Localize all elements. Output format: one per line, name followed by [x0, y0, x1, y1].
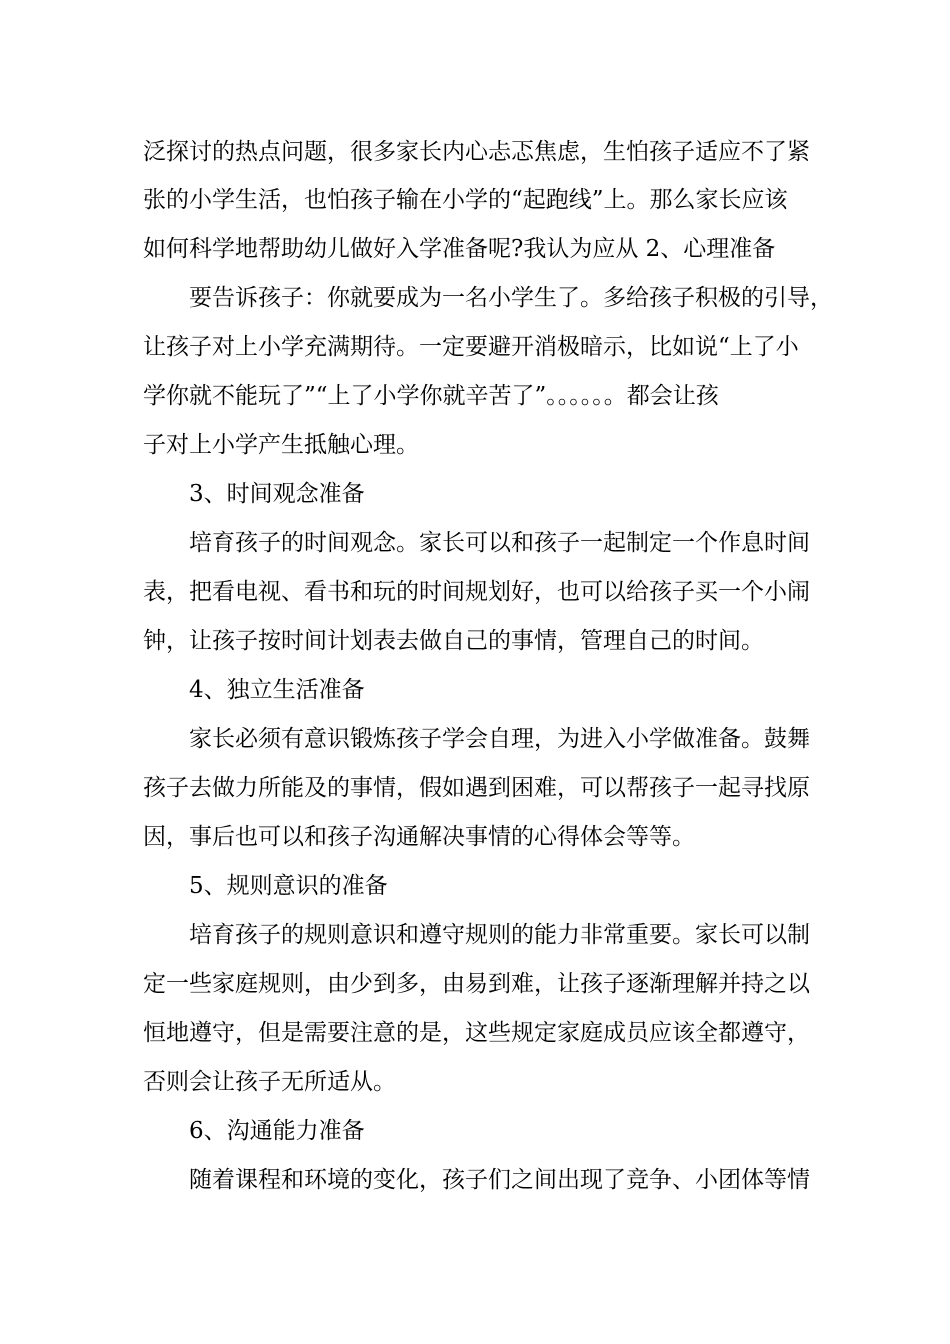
text-line: 定一些家庭规则，由少到多，由易到难，让孩子逐渐理解并持之以	[143, 971, 810, 997]
section-heading: 4、独立生活准备	[189, 677, 365, 703]
text-line: 子对上小学产生抵触心理。	[143, 432, 419, 458]
text-line: 让孩子对上小学充满期待。一定要避开消极暗示，比如说“上了小	[143, 334, 799, 360]
text-line: 恒地遵守，但是需要注意的是，这些规定家庭成员应该全都遵守，	[143, 1020, 810, 1046]
text-line: 孩子去做力所能及的事情，假如遇到困难，可以帮孩子一起寻找原	[143, 775, 810, 801]
paragraph-first-line: 要告诉孩子：你就要成为一名小学生了。多给孩子积极的引导，	[189, 285, 833, 311]
text-line: 如何科学地帮助幼儿做好入学准备呢?我认为应从 2、心理准备	[143, 236, 776, 262]
paragraph-first-line: 培育孩子的时间观念。家长可以和孩子一起制定一个作息时间	[189, 530, 810, 556]
section-heading: 3、时间观念准备	[189, 481, 365, 507]
text-line: 否则会让孩子无所适从。	[143, 1069, 396, 1095]
text-line: 因，事后也可以和孩子沟通解决事情的心得体会等等。	[143, 824, 695, 850]
text-line: 泛探讨的热点问题，很多家长内心忐忑焦虑，生怕孩子适应不了紧	[143, 139, 810, 165]
text-line: 钟，让孩子按时间计划表去做自己的事情，管理自己的时间。	[143, 628, 764, 654]
paragraph-first-line: 随着课程和环境的变化，孩子们之间出现了竞争、小团体等情	[189, 1167, 810, 1193]
paragraph-first-line: 培育孩子的规则意识和遵守规则的能力非常重要。家长可以制	[189, 922, 810, 948]
section-heading: 6、沟通能力准备	[189, 1118, 365, 1144]
text-line: 表，把看电视、看书和玩的时间规划好，也可以给孩子买一个小闹	[143, 579, 810, 605]
paragraph-first-line: 家长必须有意识锻炼孩子学会自理，为进入小学做准备。鼓舞	[189, 726, 810, 752]
text-line: 张的小学生活，也怕孩子输在小学的“起跑线”上。那么家长应该	[143, 187, 788, 213]
text-line: 学你就不能玩了”“上了小学你就辛苦了”。。。。。。都会让孩	[143, 383, 719, 409]
section-heading: 5、规则意识的准备	[189, 873, 388, 899]
